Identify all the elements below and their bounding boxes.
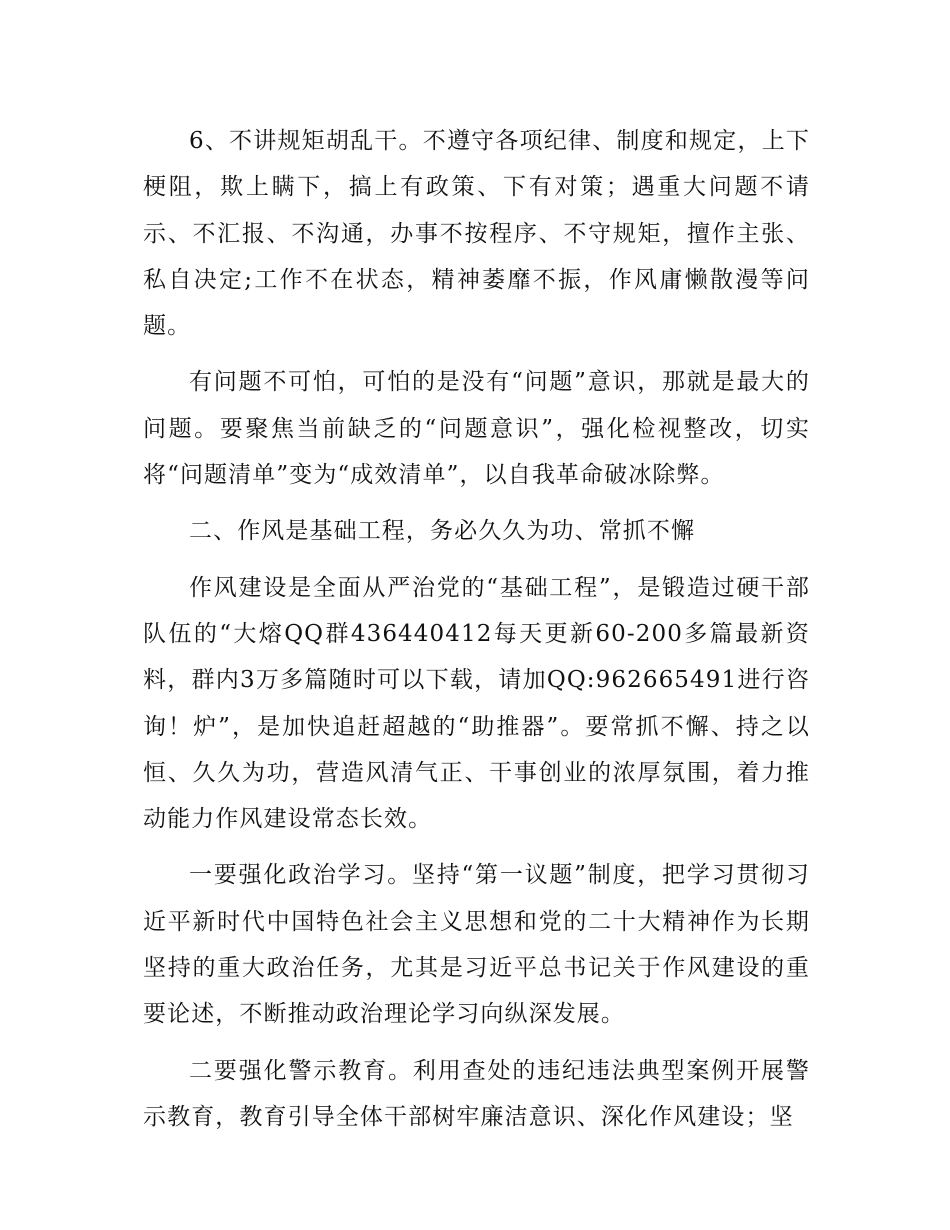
paragraph-warning-education: 二要强化警示教育。利用查处的违纪违法典型案例开展警示教育，教育引导全体干部树牢廉洁意识、深化作风建设；坚 (143, 1057, 810, 1130)
paragraph-political-study: 一要强化政治学习。坚持“第一议题”制度，把学习贯彻习近平新时代中国特色社会主义思想和党的二十大精神作为长期坚持的重大政治任务，尤其是习近平总书记关于作风建设的重要论述，不断推动政治理论学习向纵深发展。 (143, 862, 810, 1028)
section-heading-2: 二、作风是基础工程，务必久久为功、常抓不懈 (189, 518, 696, 545)
paragraph-problem-awareness: 有问题不可怕，可怕的是没有“问题”意识，那就是最大的问题。要聚焦当前缺乏的“问题意识”，强化检视整改，切实将“问题清单”变为“成效清单”，以自我革命破冰除弊。 (143, 369, 810, 489)
paragraph-item-6: 6、不讲规矩胡乱干。不遵守各项纪律、制度和规定，上下梗阻，欺上瞒下，搞上有政策、下有对策；遇重大问题不请示、不汇报、不沟通，办事不按程序、不守规矩，擅作主张、私自决定;工作不在状态，精神萎靡不振，作风庸懒散漫等问题。 (143, 128, 810, 340)
document-body (143, 118, 810, 1150)
paragraph-foundation-project: 作风建设是全面从严治党的“基础工程”，是锻造过硬干部队伍的“大熔QQ群436440412每天更新60-200多篇最新资料，群内3万多篇随时可以下载，请加QQ:962665491进行咨询！炉”，是加快追赶超越的“助推器”。要常抓不懈、持之以恒、久久为功，营造风清气正、干事创业的浓厚氛围，着力推动能力作风建设常态长效。 (143, 574, 810, 833)
